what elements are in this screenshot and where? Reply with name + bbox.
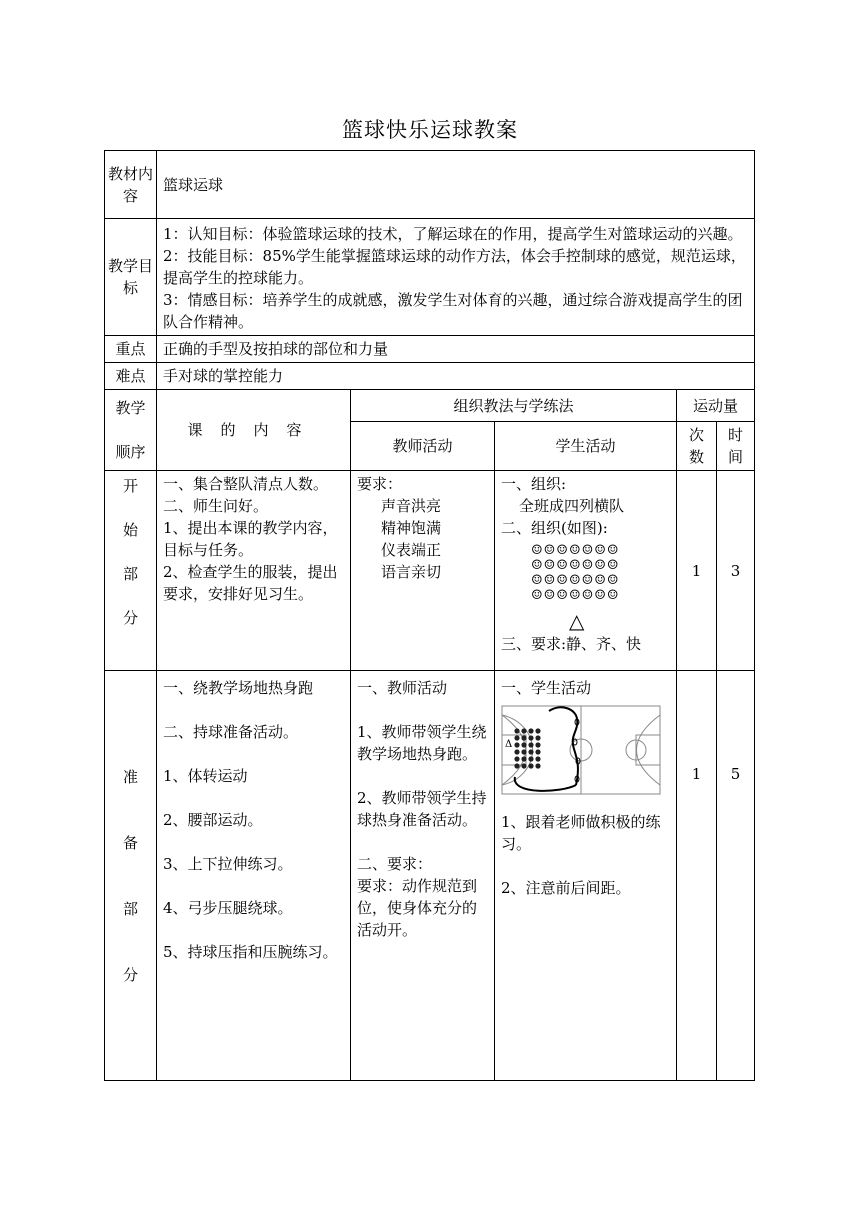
section-start-student xyxy=(495,471,677,671)
header-row-1 xyxy=(105,390,755,422)
header-time: 时 间 xyxy=(717,422,755,471)
section-start-minutes: 3 xyxy=(717,471,755,671)
student-activity-notes: 1、跟着老师做积极的练习。 2、注意前后间距。 xyxy=(501,813,661,897)
teacher-requirement-item: 语言亲切 xyxy=(381,563,442,581)
row-content xyxy=(105,151,755,219)
teacher-marker-icon: Δ xyxy=(505,739,513,750)
header-method: 组织教法与学练法 xyxy=(351,390,677,422)
teacher-marker-icon: △ xyxy=(569,609,585,633)
section-prep-times: 1 xyxy=(677,671,717,1081)
student-activity-title: 一、学生活动 xyxy=(501,679,592,697)
value-content: 篮球运球 xyxy=(157,151,755,219)
section-start-name: 开 始 部 分 xyxy=(105,471,157,671)
section-start xyxy=(105,471,755,671)
teacher-requirement-item: 精神饱满 xyxy=(381,519,442,537)
section-start-times: 1 xyxy=(677,471,717,671)
section-prep-content: 一、绕教学场地热身跑 二、持球准备活动。 1、体转运动 2、腰部运动。 3、上下拉伸练习。 4、弓步压腿绕球。 5、持球压指和压腕练习。 xyxy=(157,671,351,1081)
goal-cognitive: 1：认知目标：体验篮球运球的技术，了解运球在的作用，提高学生对篮球运动的兴趣。 xyxy=(163,225,743,243)
teacher-requirement-item: 仪表端正 xyxy=(381,541,442,559)
basketball-court-icon xyxy=(501,705,661,797)
section-prep-minutes: 5 xyxy=(717,671,755,1081)
section-prep-name: 准 备 部 分 xyxy=(105,671,157,1081)
formation-row: ☺☺☺☺☺☺☺ xyxy=(531,543,620,558)
section-start-content: 一、集合整队清点人数。 二、师生问好。 1、提出本课的教学内容，目标与任务。 2、检查学生的服装，提出要求，安排好见习生。 xyxy=(157,471,351,671)
section-start-teacher xyxy=(351,471,495,671)
page-title: 篮球快乐运球教案 xyxy=(342,118,518,142)
header-teacher: 教师活动 xyxy=(351,422,495,471)
header-order: 教学 顺序 xyxy=(105,390,157,471)
label-difficulty: 难点 xyxy=(105,363,157,390)
value-goals xyxy=(157,219,755,336)
formation-row: ☺☺☺☺☺☺☺ xyxy=(531,558,620,573)
court-diagram xyxy=(501,705,661,797)
teacher-requirement-title: 要求： xyxy=(357,475,403,493)
formation-row: ☺☺☺☺☺☺☺ xyxy=(531,573,620,588)
value-key-point: 正确的手型及按拍球的部位和力量 xyxy=(157,336,755,363)
label-goals: 教学目标 xyxy=(105,219,157,336)
row-difficulty xyxy=(105,363,755,390)
header-load: 运动量 xyxy=(677,390,755,422)
label-content: 教材内容 xyxy=(105,151,157,219)
header-content: 课的内容 xyxy=(157,390,351,471)
lesson-plan-table xyxy=(104,150,755,1081)
row-goals xyxy=(105,219,755,336)
header-student: 学生活动 xyxy=(495,422,677,471)
formation-row: ☺☺☺☺☺☺☺ xyxy=(531,588,620,603)
value-difficulty: 手对球的掌控能力 xyxy=(157,363,755,390)
label-key-point: 重点 xyxy=(105,336,157,363)
header-times: 次 数 xyxy=(677,422,717,471)
section-prep-teacher: 一、教师活动 1、教师带领学生绕教学场地热身跑。 2、教师带领学生持球热身准备活动。 二、要求： 要求：动作规范到位，使身体充分的活动开。 xyxy=(351,671,495,1081)
row-key-point xyxy=(105,336,755,363)
student-formation xyxy=(531,543,670,603)
student-org-1: 一、组织: xyxy=(501,475,567,493)
student-requirement: 三、要求:静、齐、快 xyxy=(501,635,642,653)
goal-affective: 3：情感目标：培养学生的成就感，激发学生对体育的兴趣，通过综合游戏提高学生的团队合作精神。 xyxy=(163,291,743,331)
section-prep xyxy=(105,671,755,1081)
student-org-2: 二、组织(如图): xyxy=(501,519,608,537)
teacher-requirement-item: 声音洪亮 xyxy=(381,497,442,515)
student-org-1-detail: 全班成四列横队 xyxy=(519,497,625,515)
section-prep-student xyxy=(495,671,677,1081)
goal-skill: 2：技能目标：85%学生能掌握篮球运球的动作方法，体会手控制球的感觉，规范运球，提高学生的控球能力。 xyxy=(163,247,746,287)
